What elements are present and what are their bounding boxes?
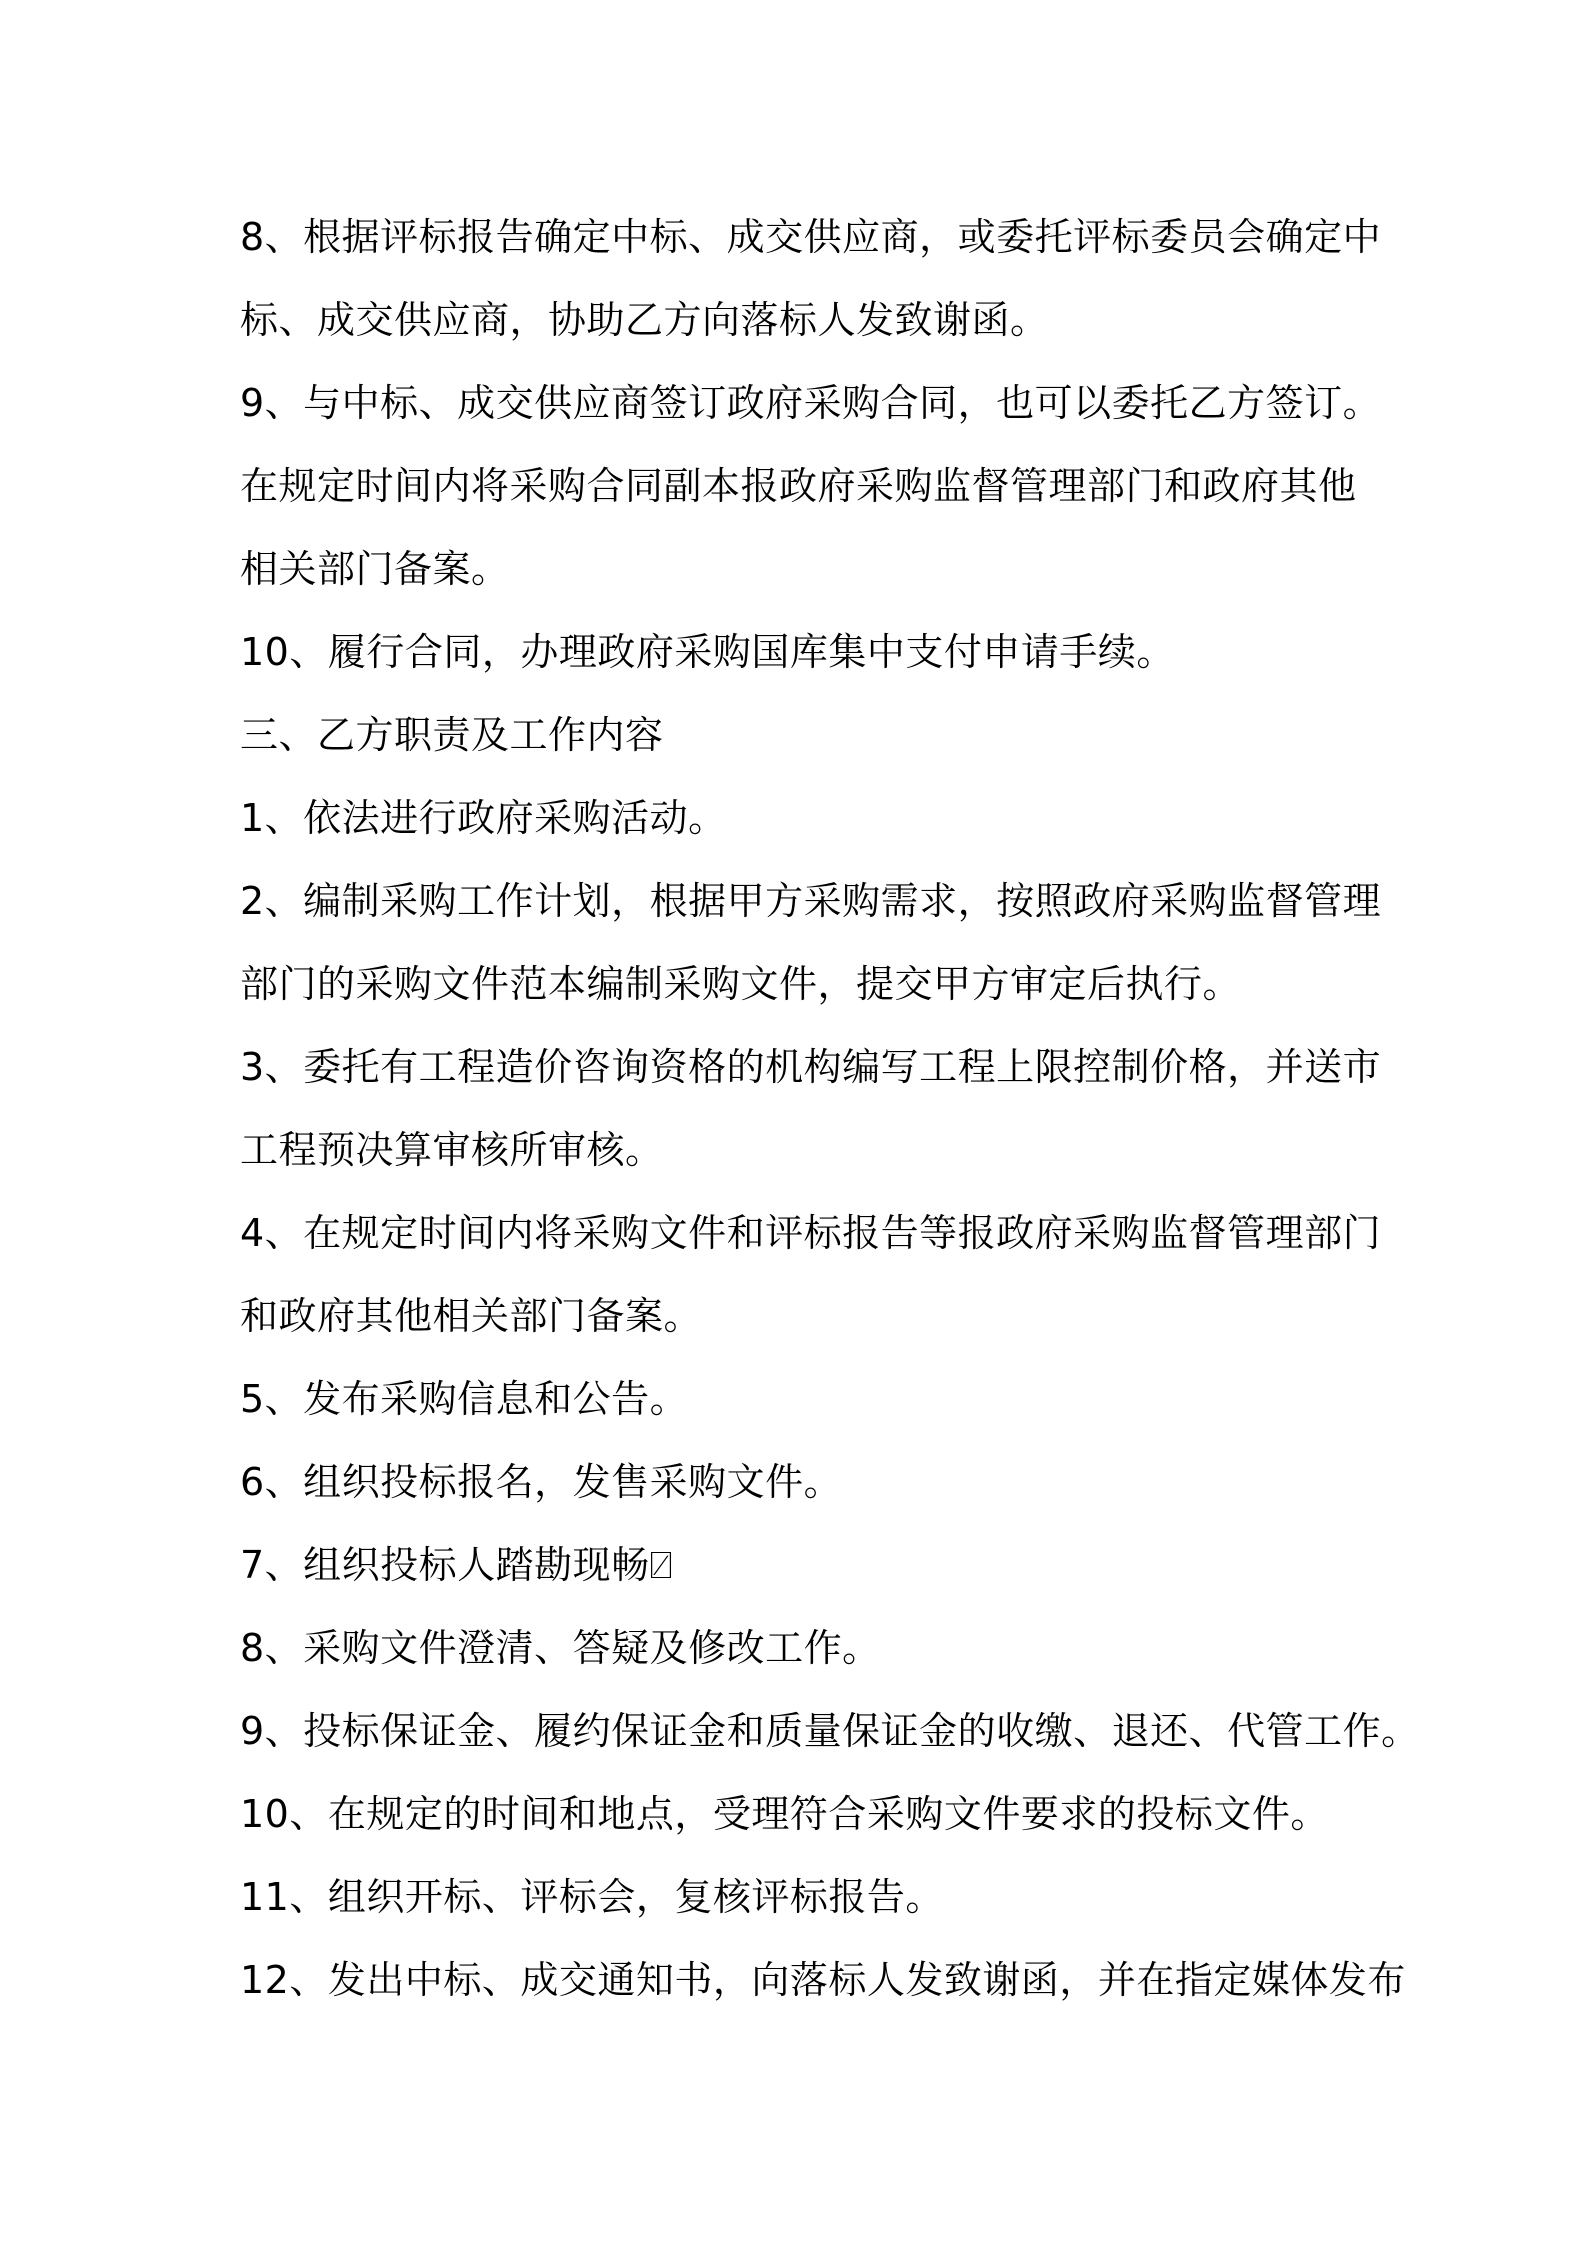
text-line: 相关部门备案。 [240,547,510,591]
text-line: 部门的采购文件范本编制采购文件，提交甲方审定后执行。 [240,962,1242,1006]
text-line: 9、投标保证金、履约保证金和质量保证金的收缴、退还、代管工作。 [240,1709,1420,1753]
text-line: 1、依法进行政府采购活动。 [240,796,727,840]
text-line: 11、组织开标、评标会，复核评标报告。 [240,1875,944,1919]
text-line: 3、委托有工程造价咨询资格的机构编写工程上限控制价格，并送市 [240,1045,1382,1089]
text-line: 和政府其他相关部门备案。 [240,1294,703,1338]
text-line: 5、发布采购信息和公告。 [240,1377,689,1421]
section-heading: 三、乙方职责及工作内容 [240,713,664,757]
text-line: 4、在规定时间内将采购文件和评标报告等报政府采购监督管理部门 [240,1211,1382,1255]
text-line: 7、组织投标人踏勘现畅⍁ [240,1543,673,1587]
text-line: 8、根据评标报告确定中标、成交供应商，或委托评标委员会确定中 [240,215,1382,259]
text-line: 10、履行合同，办理政府采购国库集中支付申请手续。 [240,630,1175,674]
document-body [240,196,1420,2022]
text-line: 标、成交供应商，协助乙方向落标人发致谢函。 [240,298,1049,342]
text-line: 工程预决算审核所审核。 [240,1128,664,1172]
text-line: 8、采购文件澄清、答疑及修改工作。 [240,1626,881,1670]
text-line: 在规定时间内将采购合同副本报政府采购监督管理部门和政府其他 [240,464,1357,508]
text-line: 12、发出中标、成交通知书，向落标人发致谢函，并在指定媒体发布 [240,1958,1406,2002]
text-line: 10、在规定的时间和地点，受理符合采购文件要求的投标文件。 [240,1792,1329,1836]
text-line: 9、与中标、成交供应商签订政府采购合同，也可以委托乙方签订。 [240,381,1382,425]
text-line: 6、组织投标报名，发售采购文件。 [240,1460,843,1504]
text-line: 2、编制采购工作计划，根据甲方采购需求，按照政府采购监督管理 [240,879,1382,923]
